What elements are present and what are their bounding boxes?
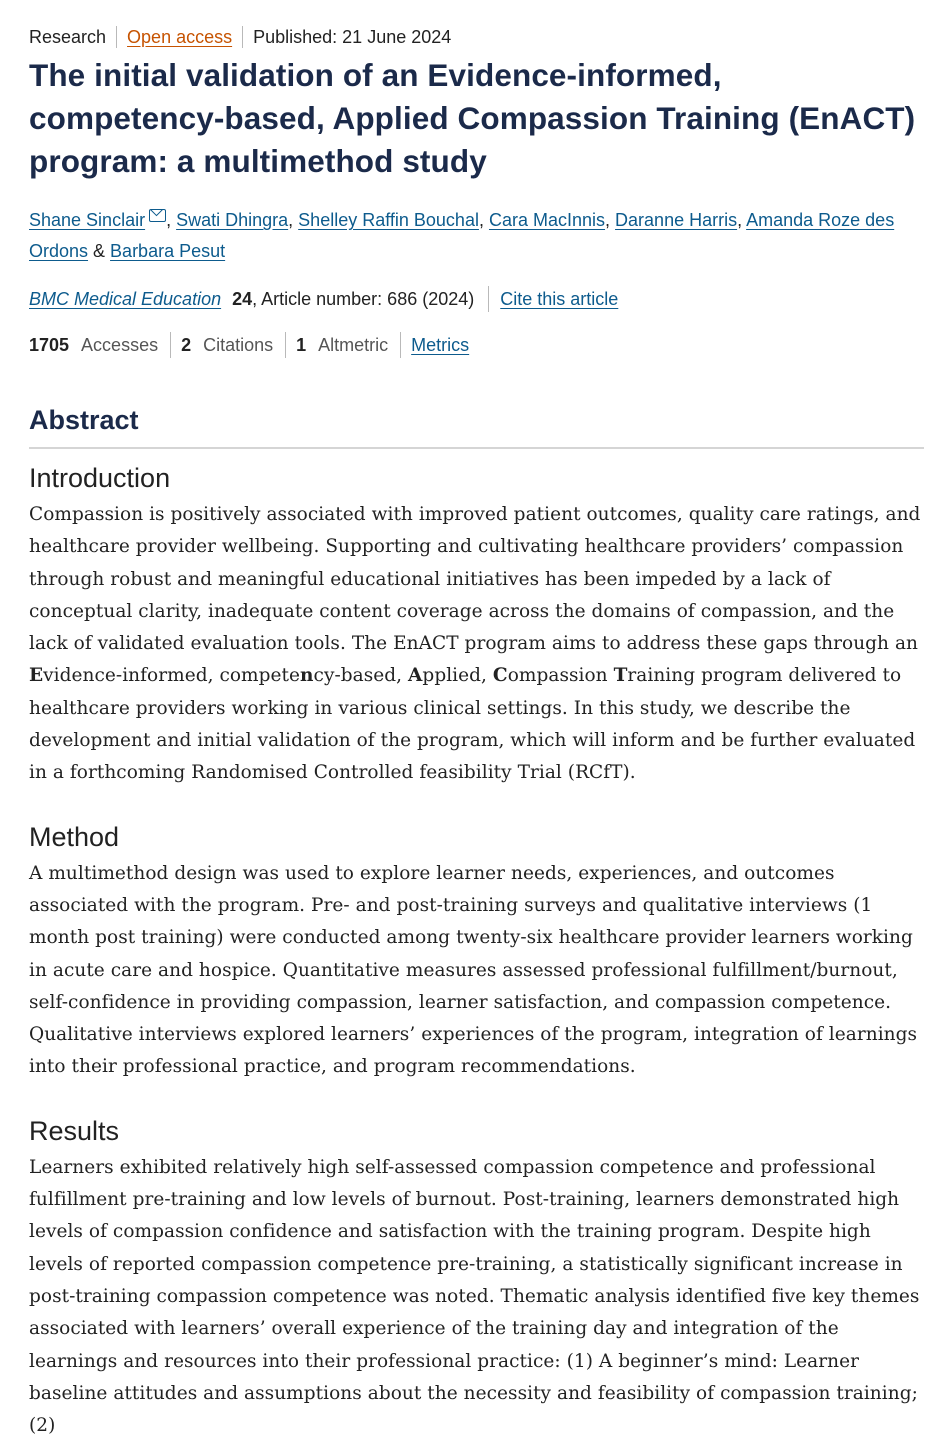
article-meta [29, 22, 924, 52]
altmetric-count: 1 [296, 334, 307, 355]
bold-letter: n [300, 665, 314, 687]
results-heading: Results [29, 1115, 120, 1146]
bold-letter: T [613, 665, 628, 687]
text-segment: Compassion is positively associated with improved patient outcomes, quality care ratings, and healthcare provider wellbeing. Supporting and cultivating healthcare providers’ compassion through robust and meaningful educational initiatives has been impeded by a lack of conceptual clarity, inadequate content coverage across the domains of compassion, and the lack of validated evaluation tools. The EnACT program aims to address these gaps through an [29, 504, 921, 655]
mail-icon[interactable] [149, 209, 166, 222]
journal-volume: 24 [232, 288, 253, 309]
journal-info [29, 285, 924, 313]
metrics-link[interactable]: Metrics [411, 334, 470, 355]
author-link[interactable]: Shane Sinclair [29, 210, 146, 230]
text-segment: pplied, [422, 665, 493, 687]
author-list: Shane Sinclair , Swati Dhingra, Shelley Raffin Bouchal, Cara MacInnis, Daranne Harris, Amanda Roze des Ordons & Barbara Pesut [29, 210, 895, 261]
meta-divider [116, 26, 117, 48]
results-text: Learners exhibited relatively high self-assessed compassion competence and professional fulfillment pre-training and low levels of burnout. Post-training, learners demonstrated high levels of compassion confidence and satisfaction with the training program. Despite high levels of reported compassion competence pre-training, a statistically significant increase in post-training compassion competence was noted. Thematic analysis identified five key themes associated with learners’ overall experience of the training day and integration of the learnings and resources into their professional practice: (1) A beginner’s mind: Learner baseline attitudes and assumptions about the necessity and feasibility of compassion training; (2) [29, 1156, 920, 1437]
metrics-divider [170, 332, 171, 358]
bold-letter: A [408, 665, 423, 687]
citations-label: Citations [203, 334, 274, 355]
abstract-introduction [29, 461, 924, 790]
article-number: , Article number: 686 (2024) [252, 288, 475, 309]
abstract-method [29, 820, 924, 1084]
meta-divider [242, 26, 243, 48]
journal-divider [488, 286, 489, 312]
metrics-divider [400, 332, 401, 358]
article-metrics [29, 331, 924, 359]
text-segment: raining program delivered to healthcare providers working in various clinical settings. In this study, we describe the development and initial validation of the program, which will inform and be further evaluated in a forthcoming Randomised Controlled feasibility Trial (RCfT). [29, 665, 916, 784]
text-segment: vidence-informed, compete [43, 665, 301, 687]
citations-count: 2 [181, 334, 192, 355]
article-type: Research [29, 26, 107, 47]
text-segment: ompassion [507, 665, 614, 687]
article-title: The initial validation of an Evidence-informed, competency-based, Applied Compassion Training (EnACT) program: a multimethod study [29, 57, 916, 179]
bold-letter: E [29, 665, 44, 687]
abstract-heading: Abstract [29, 403, 924, 449]
method-heading: Method [29, 821, 120, 852]
published-date: Published: 21 June 2024 [253, 26, 452, 47]
author-link[interactable]: Shelley Raffin Bouchal [298, 210, 479, 230]
journal-name-link[interactable]: BMC Medical Education [29, 288, 222, 309]
article-page [29, 22, 924, 1442]
open-access-link[interactable]: Open access [127, 26, 233, 47]
introduction-heading: Introduction [29, 463, 171, 493]
metrics-divider [285, 332, 286, 358]
accesses-count: 1705 [29, 334, 70, 355]
accesses-label: Accesses [81, 334, 159, 355]
introduction-text [29, 499, 924, 790]
author-link[interactable]: Daranne Harris [615, 210, 738, 230]
author-link[interactable]: Amanda Roze des Ordons [29, 210, 895, 261]
author-link[interactable]: Barbara Pesut [110, 241, 226, 261]
cite-article-link[interactable]: Cite this article [500, 288, 619, 309]
altmetric-label: Altmetric [318, 334, 389, 355]
abstract-results [29, 1114, 924, 1442]
method-text: A multimethod design was used to explore learner needs, experiences, and outcomes associated with the program. Pre- and post-training surveys and qualitative interviews (1 month post training) were conducted among twenty-six healthcare provider learners working in acute care and hospice. Quantitative measures assessed professional fulfillment/burnout, self-confidence in providing compassion, learner satisfaction, and compassion competence. Qualitative interviews explored learners’ experiences of the program, integration of learnings into their professional practice, and program recommendations. [29, 862, 918, 1078]
text-segment: cy-based, [313, 665, 409, 687]
bold-letter: C [492, 665, 508, 687]
author-link[interactable]: Swati Dhingra [176, 210, 289, 230]
author-link[interactable]: Cara MacInnis [488, 210, 606, 230]
